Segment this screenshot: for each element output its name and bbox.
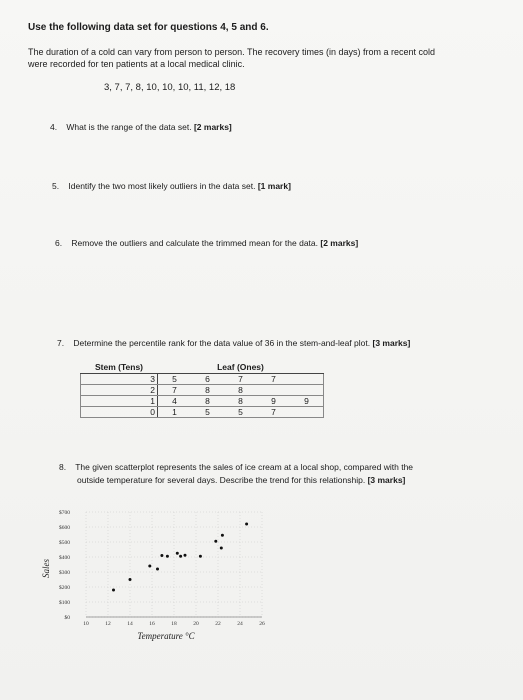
stem-cell: 1 xyxy=(81,396,158,407)
data-point xyxy=(221,534,224,537)
x-tick-label: 14 xyxy=(127,621,133,627)
y-tick-label: $200 xyxy=(59,585,70,591)
question-marks: [2 marks] xyxy=(320,238,359,248)
question-number: 6. xyxy=(55,238,63,248)
stem-cell: 3 xyxy=(81,374,158,385)
question-number: 7. xyxy=(57,338,65,348)
leaf-cell: 7 xyxy=(257,374,290,385)
question-marks: [1 mark] xyxy=(257,181,291,191)
question-marks: [3 marks] xyxy=(372,338,411,348)
scatterplot xyxy=(40,506,280,648)
question-marks: [3 marks] xyxy=(367,475,406,485)
y-tick-label: $700 xyxy=(59,510,70,516)
table-row xyxy=(81,374,324,385)
y-tick-label: $0 xyxy=(64,615,70,621)
question-6 xyxy=(55,237,358,249)
leaf-cell: 9 xyxy=(290,396,324,407)
table-row xyxy=(81,407,324,418)
leaf-cell: 5 xyxy=(224,407,257,418)
data-point xyxy=(129,578,132,581)
data-point xyxy=(176,552,179,555)
leaf-cell: 7 xyxy=(224,374,257,385)
leaf-cell: 8 xyxy=(224,396,257,407)
y-tick-label: $300 xyxy=(59,570,70,576)
question-number: 5. xyxy=(52,181,60,191)
y-tick-label: $400 xyxy=(59,555,70,561)
leaf-cell xyxy=(257,385,290,396)
leaf-cell: 9 xyxy=(257,396,290,407)
intro-line-2: were recorded for ten patients at a local medical clinic. xyxy=(28,59,245,69)
question-text: What is the range of the data set. xyxy=(66,122,192,132)
question-text: Remove the outliers and calculate the trimmed mean for the data. xyxy=(71,238,319,248)
stem-cell: 2 xyxy=(81,385,158,396)
table-row xyxy=(81,385,324,396)
x-tick-label: 22 xyxy=(215,621,221,627)
leaf-cell: 8 xyxy=(191,396,224,407)
question-text: The given scatterplot represents the sales of ice cream at a local shop, compared with the xyxy=(75,462,414,472)
leaf-cell: 8 xyxy=(224,385,257,396)
y-tick-label: $100 xyxy=(59,600,70,606)
leaf-cell: 6 xyxy=(191,374,224,385)
leaf-cell: 8 xyxy=(191,385,224,396)
data-point xyxy=(245,523,248,526)
y-tick-label: $500 xyxy=(59,540,70,546)
table-row xyxy=(81,396,324,407)
question-7 xyxy=(57,337,410,349)
question-4 xyxy=(50,121,232,133)
leaf-cell: 7 xyxy=(257,407,290,418)
leaf-cell: 4 xyxy=(158,396,192,407)
leaf-cell: 1 xyxy=(158,407,192,418)
data-point xyxy=(166,555,169,558)
leaf-cell: 7 xyxy=(158,385,192,396)
data-point xyxy=(184,554,187,557)
question-8-line-2 xyxy=(77,474,405,486)
x-axis-label: Temperature °C xyxy=(137,631,195,641)
question-5 xyxy=(52,180,291,192)
leaf-header: Leaf (Ones) xyxy=(158,361,324,374)
x-tick-label: 18 xyxy=(171,621,177,627)
question-text: Identify the two most likely outliers in the data set. xyxy=(68,181,256,191)
leaf-cell xyxy=(290,407,324,418)
y-axis-label: Sales xyxy=(41,559,51,578)
leaf-cell xyxy=(290,374,324,385)
y-tick-label: $600 xyxy=(59,525,70,531)
x-tick-label: 24 xyxy=(237,621,243,627)
stem-header: Stem (Tens) xyxy=(81,361,158,374)
x-tick-label: 20 xyxy=(193,621,199,627)
question-number: 8. xyxy=(59,462,67,472)
question-text: outside temperature for several days. Describe the trend for this relationship. xyxy=(77,475,366,485)
leaf-cell: 5 xyxy=(191,407,224,418)
data-point xyxy=(220,547,223,550)
data-point xyxy=(199,555,202,558)
data-set: 3, 7, 7, 8, 10, 10, 10, 11, 12, 18 xyxy=(104,82,236,93)
leaf-cell xyxy=(290,385,324,396)
question-text: Determine the percentile rank for the data value of 36 in the stem-and-leaf plot. xyxy=(73,338,371,348)
stem-and-leaf-table xyxy=(80,361,324,418)
stem-cell: 0 xyxy=(81,407,158,418)
x-tick-label: 16 xyxy=(149,621,155,627)
data-point xyxy=(179,555,182,558)
instructions-heading: Use the following data set for questions 4, 5 and 6. xyxy=(28,22,269,33)
data-point xyxy=(112,589,115,592)
data-point xyxy=(148,565,151,568)
x-tick-label: 26 xyxy=(259,621,265,627)
x-tick-label: 12 xyxy=(105,621,111,627)
x-tick-label: 10 xyxy=(83,621,89,627)
question-marks: [2 marks] xyxy=(193,122,232,132)
intro-line-1: The duration of a cold can vary from person to person. The recovery times (in days) from a recent cold xyxy=(28,47,436,57)
leaf-cell: 5 xyxy=(158,374,192,385)
data-point xyxy=(156,568,159,571)
data-point xyxy=(214,540,217,543)
question-8 xyxy=(59,461,413,473)
question-number: 4. xyxy=(50,122,58,132)
data-point xyxy=(160,554,163,557)
